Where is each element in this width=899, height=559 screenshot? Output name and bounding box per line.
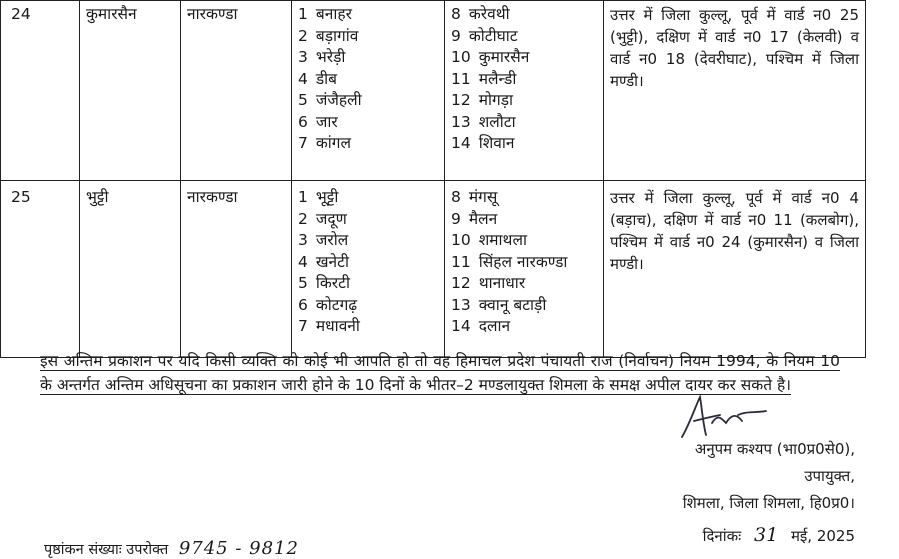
village-number: 2 (298, 26, 308, 45)
village-name: डीब (315, 69, 338, 88)
village-name: खनेटी (315, 252, 349, 271)
village-name: क्वानू बटाड़ी (478, 295, 547, 314)
signature-mark (676, 393, 772, 441)
village-item (298, 4, 438, 26)
village-item (298, 47, 438, 69)
village-number: 13 (451, 295, 471, 314)
village-name: भरेड़ी (315, 48, 346, 66)
date-day-handwritten: 31 (753, 524, 779, 546)
village-item (451, 187, 597, 209)
village-number: 3 (298, 231, 308, 249)
village-number: 13 (451, 112, 471, 131)
endorsement-number-handwritten: 9745 - 9812 (178, 538, 299, 559)
village-item (451, 295, 597, 317)
village-number: 7 (298, 317, 308, 335)
village-name: भूट्टी (315, 188, 339, 206)
date-label: दिनांकः (702, 527, 742, 545)
village-number: 12 (451, 274, 471, 292)
village-item (451, 273, 597, 295)
village-list-right (445, 1, 604, 181)
village-name: मलैन्डी (478, 69, 517, 88)
appeal-notice-text: इस अन्तिम प्रकाशन पर यदि किसी व्यक्ति को कोई भी आपति हो तो वह हिमाचल प्रदेश पंचायती राज (निर्वाचन) नियम 1994, के नियम 10 के अन्तर्गत अन्तिम अधिसूचना का प्रकाशन जारी होने के 10 दिनों के भीतर–2 मण्डलायुक्त शिमला के समक्ष अपील दायर कर सकते है। (40, 352, 840, 394)
signature-block (605, 436, 855, 517)
village-name: किरटी (315, 274, 350, 292)
village-item (451, 209, 597, 231)
village-name: कांगल (315, 134, 352, 152)
village-number: 9 (451, 209, 461, 228)
village-item (298, 295, 438, 317)
village-name: शिवान (478, 134, 515, 152)
village-name: बनाहर (315, 5, 352, 23)
village-name: मंगसू (468, 188, 498, 206)
village-number: 3 (298, 48, 308, 66)
village-name: कोटीघाट (468, 26, 518, 45)
village-name: जंजैहली (315, 91, 362, 109)
village-item (451, 69, 597, 91)
village-item (298, 209, 438, 231)
village-list-left (292, 1, 445, 181)
village-number: 8 (451, 5, 461, 23)
block-name: नारकण्डा (181, 1, 292, 181)
village-item (451, 47, 597, 69)
village-name: दलान (478, 317, 511, 335)
village-number: 5 (298, 91, 308, 109)
village-list (451, 4, 597, 155)
village-number: 4 (298, 69, 308, 88)
ward-boundary: उत्तर में जिला कुल्लू, पूर्व में वार्ड न0 4 (बड़ाच), दक्षिण में वार्ड न0 11 (कलबोग), पश्चिम में वार्ड न0 24 (कुमारसैन) व जिला मण्डी। (604, 181, 866, 358)
ward-row (1, 181, 866, 358)
village-item (451, 26, 597, 48)
village-name: कोटगढ़ (315, 295, 358, 314)
village-item (451, 112, 597, 134)
block-name: नारकण्डा (181, 181, 292, 358)
signer-designation: उपायुक्त, (804, 467, 855, 485)
date-line (703, 524, 855, 546)
ward-serial-number: 24 (1, 1, 80, 181)
village-list-left (292, 181, 445, 358)
village-number: 6 (298, 112, 308, 131)
village-number: 14 (451, 317, 471, 335)
village-name: जरोल (315, 231, 349, 249)
village-name: मधावनी (315, 317, 360, 335)
village-name: जार (315, 112, 338, 131)
date-rest: मई, 2025 (790, 527, 855, 545)
endorsement-label: पृष्ठांकन संख्याः उपरोक्त (44, 542, 169, 558)
village-item (451, 90, 597, 112)
village-name: शमाथला (478, 231, 527, 249)
village-number: 1 (298, 188, 308, 206)
village-number: 11 (451, 69, 471, 88)
village-name: थानाधार (478, 274, 526, 292)
signer-name: अनुपम कश्यप (भा0प्र0से0), (694, 440, 855, 458)
appeal-notice (40, 349, 840, 397)
ward-name: कुमारसैन (80, 1, 181, 181)
village-item (451, 252, 597, 274)
village-number: 6 (298, 295, 308, 314)
village-name: बड़ागांव (315, 26, 359, 45)
village-item (451, 316, 597, 338)
village-number: 10 (451, 231, 471, 249)
village-name: मोगड़ा (478, 91, 514, 109)
village-item (298, 252, 438, 274)
village-number: 7 (298, 134, 308, 152)
village-name: करेवथी (468, 5, 510, 23)
village-list (298, 4, 438, 155)
village-name: जदूण (315, 209, 347, 228)
village-item (451, 133, 597, 155)
village-number: 12 (451, 91, 471, 109)
ward-boundary: उत्तर में जिला कुल्लू, पूर्व में वार्ड न0 25 (भुट्टी), दक्षिण में वार्ड न0 17 (केलवी) व वार्ड न0 18 (देवरीघाट), पश्चिम में जिला मण्डी। (604, 1, 866, 181)
village-name: शलौटा (478, 112, 516, 131)
village-name: सिंहल नारकण्डा (478, 252, 568, 271)
village-item (298, 133, 438, 155)
village-item (298, 316, 438, 338)
village-list (298, 187, 438, 338)
village-list-right (445, 181, 604, 358)
village-item (298, 69, 438, 91)
village-item (298, 26, 438, 48)
village-name: मैलन (468, 209, 498, 228)
village-item (451, 230, 597, 252)
village-number: 9 (451, 26, 461, 45)
village-item (298, 112, 438, 134)
village-number: 4 (298, 252, 308, 271)
village-item (298, 230, 438, 252)
village-name: कुमारसैन (478, 48, 530, 66)
ward-name: भुट्टी (80, 181, 181, 358)
village-number: 10 (451, 48, 471, 66)
ward-row (1, 1, 866, 181)
village-item (451, 4, 597, 26)
signer-office: शिमला, जिला शिमला, हि0प्र0। (682, 494, 855, 512)
village-number: 1 (298, 5, 308, 23)
village-item (298, 187, 438, 209)
village-number: 11 (451, 252, 471, 271)
village-list (451, 187, 597, 338)
village-number: 2 (298, 209, 308, 228)
village-item (298, 273, 438, 295)
village-item (298, 90, 438, 112)
village-number: 14 (451, 134, 471, 152)
ward-serial-number: 25 (1, 181, 80, 358)
village-number: 8 (451, 188, 461, 206)
village-number: 5 (298, 274, 308, 292)
